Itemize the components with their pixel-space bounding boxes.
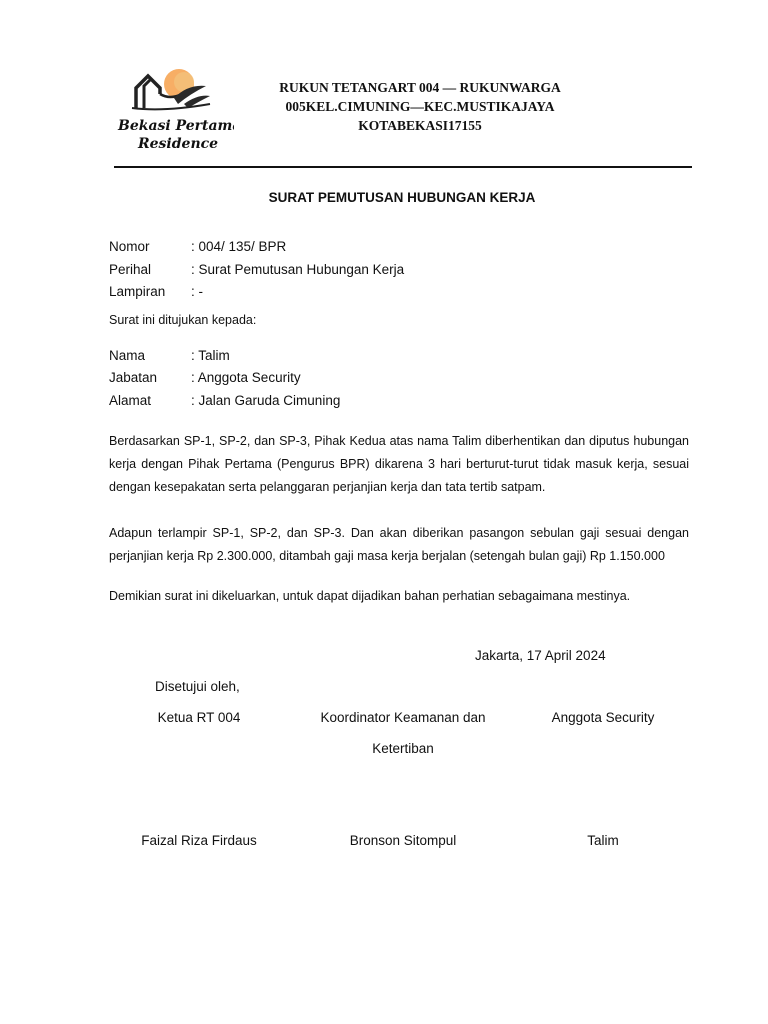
letterhead-line-3: KOTABEKASI17155 <box>358 118 482 133</box>
letterhead-line-1: RUKUN TETANGART 004 — RUKUNWARGA <box>279 80 561 95</box>
letterhead <box>250 78 590 135</box>
place-date: Jakarta, 17 April 2024 <box>475 648 606 663</box>
meta-label: Lampiran <box>109 284 166 299</box>
meta-value: : Surat Pemutusan Hubungan Kerja <box>191 262 405 277</box>
recipient-value: : Talim <box>191 348 230 363</box>
body-paragraph-2: Adapun terlampir SP-1, SP-2, dan SP-3. Dan akan diberikan pasangon sebulan gaji sesuai dengan perjanjian kerja Rp 2.300.000, ditambah gaji masa kerja berjalan (setengah bulan gaji) Rp 1.150.000 <box>109 526 689 563</box>
recipient-label: Jabatan <box>109 370 158 385</box>
recipient-value: : Jalan Garuda Cimuning <box>191 393 341 408</box>
recipient-label: Nama <box>109 348 146 363</box>
signatory-1-name: Faizal Riza Firdaus <box>141 833 257 848</box>
addressed-to: Surat ini ditujukan kepada: <box>109 313 257 327</box>
signatory-1 <box>124 702 274 733</box>
body-paragraph-1: Berdasarkan SP-1, SP-2, dan SP-3, Pihak Kedua atas nama Talim diberhentikan dan diputus hubungan kerja dengan Pihak Pertama (Pengurus BPR) dikarena 3 hari berturut-turut tidak masuk kerja, sesuai dengan kesepakatan serta pelanggaran perjanjian kerja dan tata tertib satpam. <box>109 434 689 494</box>
signatory-role: Anggota Security <box>551 710 655 725</box>
recipient-value: : Anggota Security <box>191 370 301 385</box>
signatory-role-cont: Ketertiban <box>372 741 434 756</box>
meta-label: Perihal <box>109 262 152 277</box>
logo-text-2: Residence <box>138 136 219 152</box>
letterhead-line-2: 005KEL.CIMUNING—KEC.MUSTIKAJAYA <box>285 99 555 114</box>
approved-by: Disetujui oleh, <box>155 679 240 694</box>
logo-text-1: Bekasi Pertama <box>118 118 234 134</box>
recipient-label: Alamat <box>109 393 152 408</box>
signatory-2 <box>303 702 503 764</box>
meta-value: : - <box>191 284 203 299</box>
signatory-role: Ketua RT 004 <box>157 710 241 725</box>
document-title: SURAT PEMUTUSAN HUBUNGAN KERJA <box>268 190 536 205</box>
signatory-3-name: Talim <box>587 833 619 848</box>
signatory-2-name: Bronson Sitompul <box>349 833 457 848</box>
header-divider <box>114 166 692 168</box>
meta-value: : 004/ 135/ BPR <box>191 239 287 254</box>
body-paragraph-3: Demikian surat ini dikeluarkan, untuk dapat dijadikan bahan perhatian sebagaimana mestinya. <box>109 589 631 603</box>
logo <box>114 64 234 154</box>
meta-label: Nomor <box>109 239 150 254</box>
signatory-3 <box>528 702 678 733</box>
signatory-role: Koordinator Keamanan dan <box>320 710 486 725</box>
logo-graphic <box>114 64 234 154</box>
